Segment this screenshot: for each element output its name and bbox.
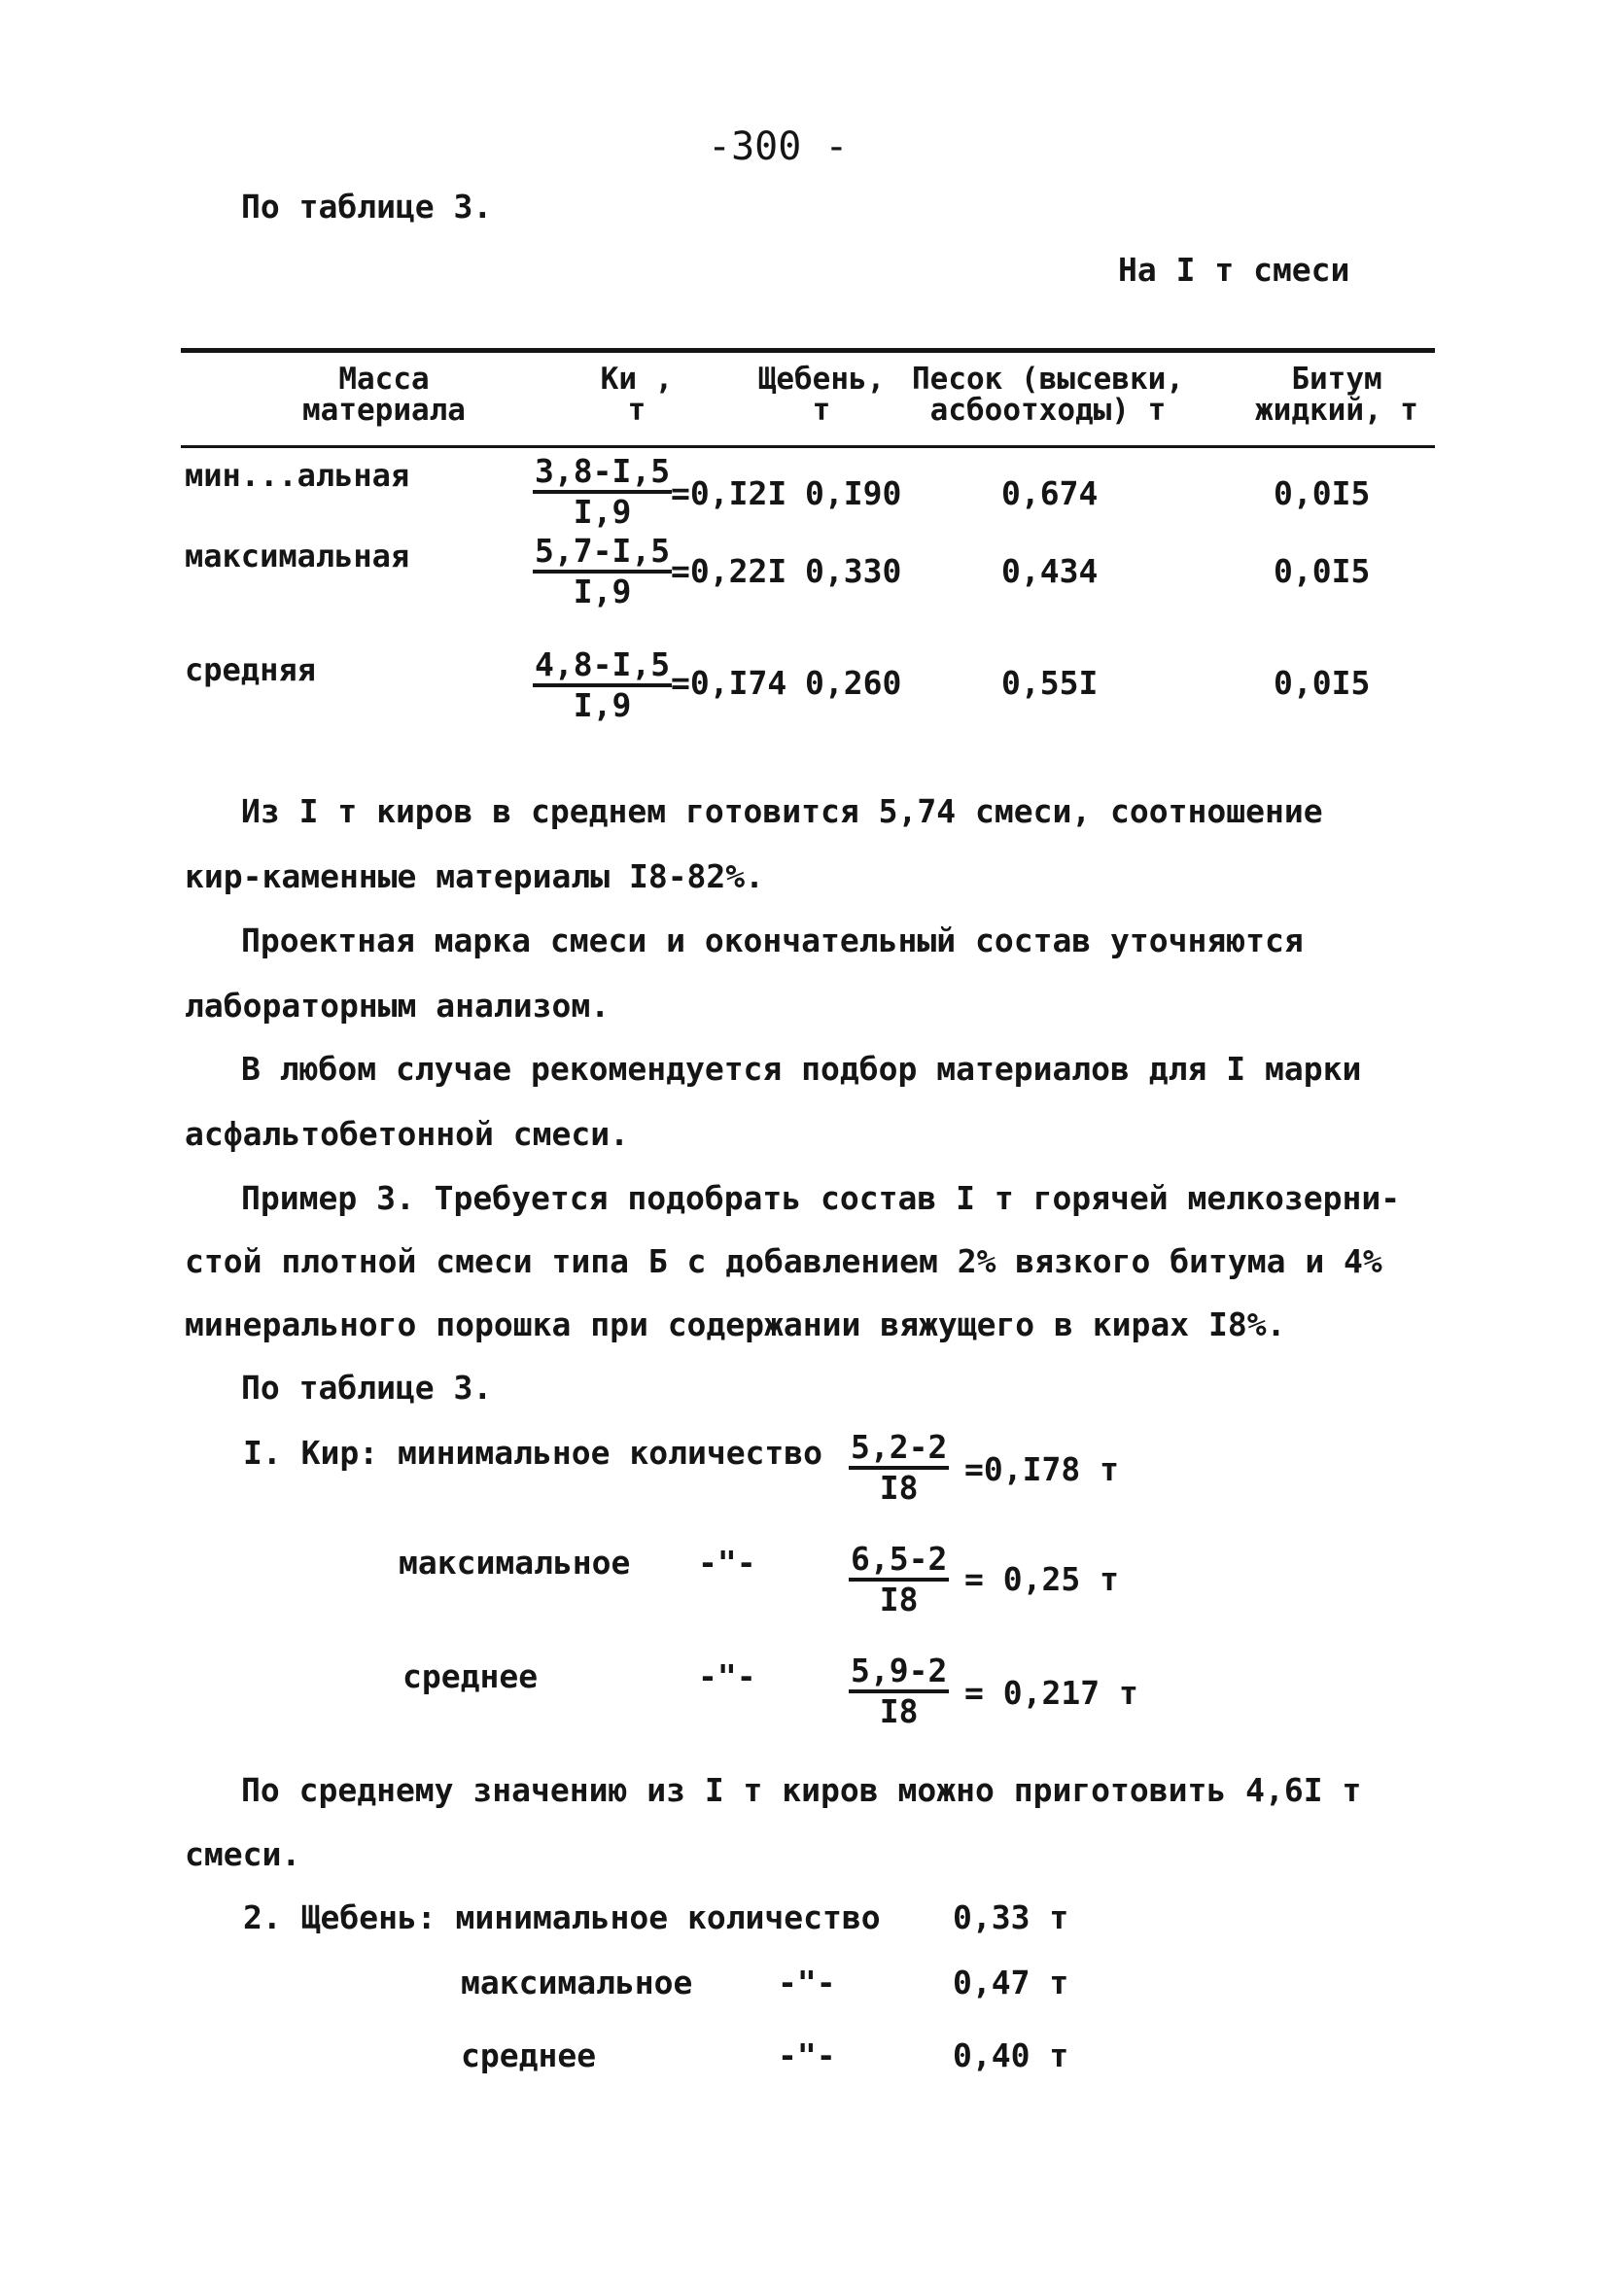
paragraph-line: лабораторным анализом. [185, 987, 611, 1025]
paragraph-line: В любом случае рекомендуется подбор материалов для I марки [241, 1050, 1362, 1088]
row-label-max: максимальная [185, 538, 410, 574]
kir-avg-ditto: -"- [698, 1657, 756, 1695]
kir-avg-fraction: $\frac{5,9-2}{I8}$ [851, 1652, 948, 1730]
gravel-avg-label: среднее [461, 2036, 597, 2074]
fraction-max: $\frac{5,7-I,5}{I,9}$ [535, 532, 671, 610]
unit-note: На I т смеси [1118, 251, 1350, 289]
gravel-heading: 2. Щебень: минимальное количество [243, 1898, 881, 1936]
header-sand: Песок (высевки, асбоотходы) т [912, 362, 1184, 428]
kir-max-ditto: -"- [698, 1544, 756, 1582]
paragraph-line: По среднему значению из I т киров можно приготовить 4,6I т [241, 1771, 1362, 1809]
sand-value-avg: 0,55I [1001, 664, 1099, 702]
gravel-value-avg: 0,260 [805, 664, 902, 702]
fraction-min: $\frac{3,8-I,5}{I,9}$ [535, 452, 671, 531]
bitumen-value-max: 0,0I5 [1274, 552, 1371, 590]
gravel-value-min: 0,I90 [805, 474, 902, 512]
header-bitumen: Битум жидкий, т [1255, 362, 1418, 428]
kir-avg-result: = 0,217 т [964, 1674, 1138, 1712]
header-ki: Ки , т [600, 362, 674, 428]
paragraph-line: смеси. [185, 1835, 301, 1873]
sand-value-max: 0,434 [1001, 552, 1099, 590]
ki-value-max: =0,22I [671, 552, 787, 590]
ki-value-min: =0,I2I [671, 474, 787, 512]
table-reference: По таблице 3. [241, 188, 493, 226]
table-header-rule [181, 445, 1435, 448]
gravel-avg-value: 0,40 т [953, 2036, 1069, 2074]
ki-value-avg: =0,I74 [671, 664, 787, 702]
kir-max-result: = 0,25 т [964, 1560, 1119, 1598]
paragraph-line: Проектная марка смеси и окончательный состав уточняются [241, 922, 1304, 959]
paragraph-line: Пример 3. Требуется подобрать состав I т горячей мелкозерни- [241, 1179, 1401, 1217]
kir-max-label: максимальное [399, 1544, 631, 1582]
row-label-min: мин...альная [185, 457, 410, 494]
paragraph-line: асфальтобетонной смеси. [185, 1115, 629, 1153]
paragraph-line: минерального порошка при содержании вяжущего в кирах I8%. [185, 1305, 1286, 1343]
header-gravel: Щебень, т [757, 362, 886, 428]
paragraph-line: стой плотной смеси типа Б с добавлением 2% вязкого битума и 4% [185, 1242, 1382, 1280]
sand-value-min: 0,674 [1001, 474, 1099, 512]
bitumen-value-avg: 0,0I5 [1274, 664, 1371, 702]
gravel-max-label: максимальное [461, 1964, 693, 2001]
kir-heading: I. Кир: минимальное количество [243, 1434, 823, 1472]
page-number: -300 - [708, 124, 849, 169]
kir-min-result: =0,I78 т [964, 1450, 1119, 1488]
header-mass: Масса материала [302, 362, 466, 428]
paragraph-line: По таблице 3. [241, 1369, 493, 1407]
paragraph-line: кир-каменные материалы I8-82%. [185, 857, 765, 895]
bitumen-value-min: 0,0I5 [1274, 474, 1371, 512]
fraction-avg: $\frac{4,8-I,5}{I,9}$ [535, 645, 671, 724]
kir-max-fraction: $\frac{6,5-2}{I8}$ [851, 1540, 948, 1618]
gravel-value-max: 0,330 [805, 552, 902, 590]
table-top-rule [181, 348, 1435, 353]
kir-avg-label: среднее [402, 1657, 539, 1695]
row-label-avg: средняя [185, 651, 316, 688]
gravel-max-value: 0,47 т [953, 1964, 1069, 2001]
gravel-min-value: 0,33 т [953, 1898, 1069, 1936]
gravel-max-ditto: -"- [778, 1964, 836, 2001]
gravel-avg-ditto: -"- [778, 2036, 836, 2074]
paragraph-line: Из I т киров в среднем готовится 5,74 смеси, соотношение [241, 792, 1323, 830]
kir-min-fraction: $\frac{5,2-2}{I8}$ [851, 1428, 948, 1507]
